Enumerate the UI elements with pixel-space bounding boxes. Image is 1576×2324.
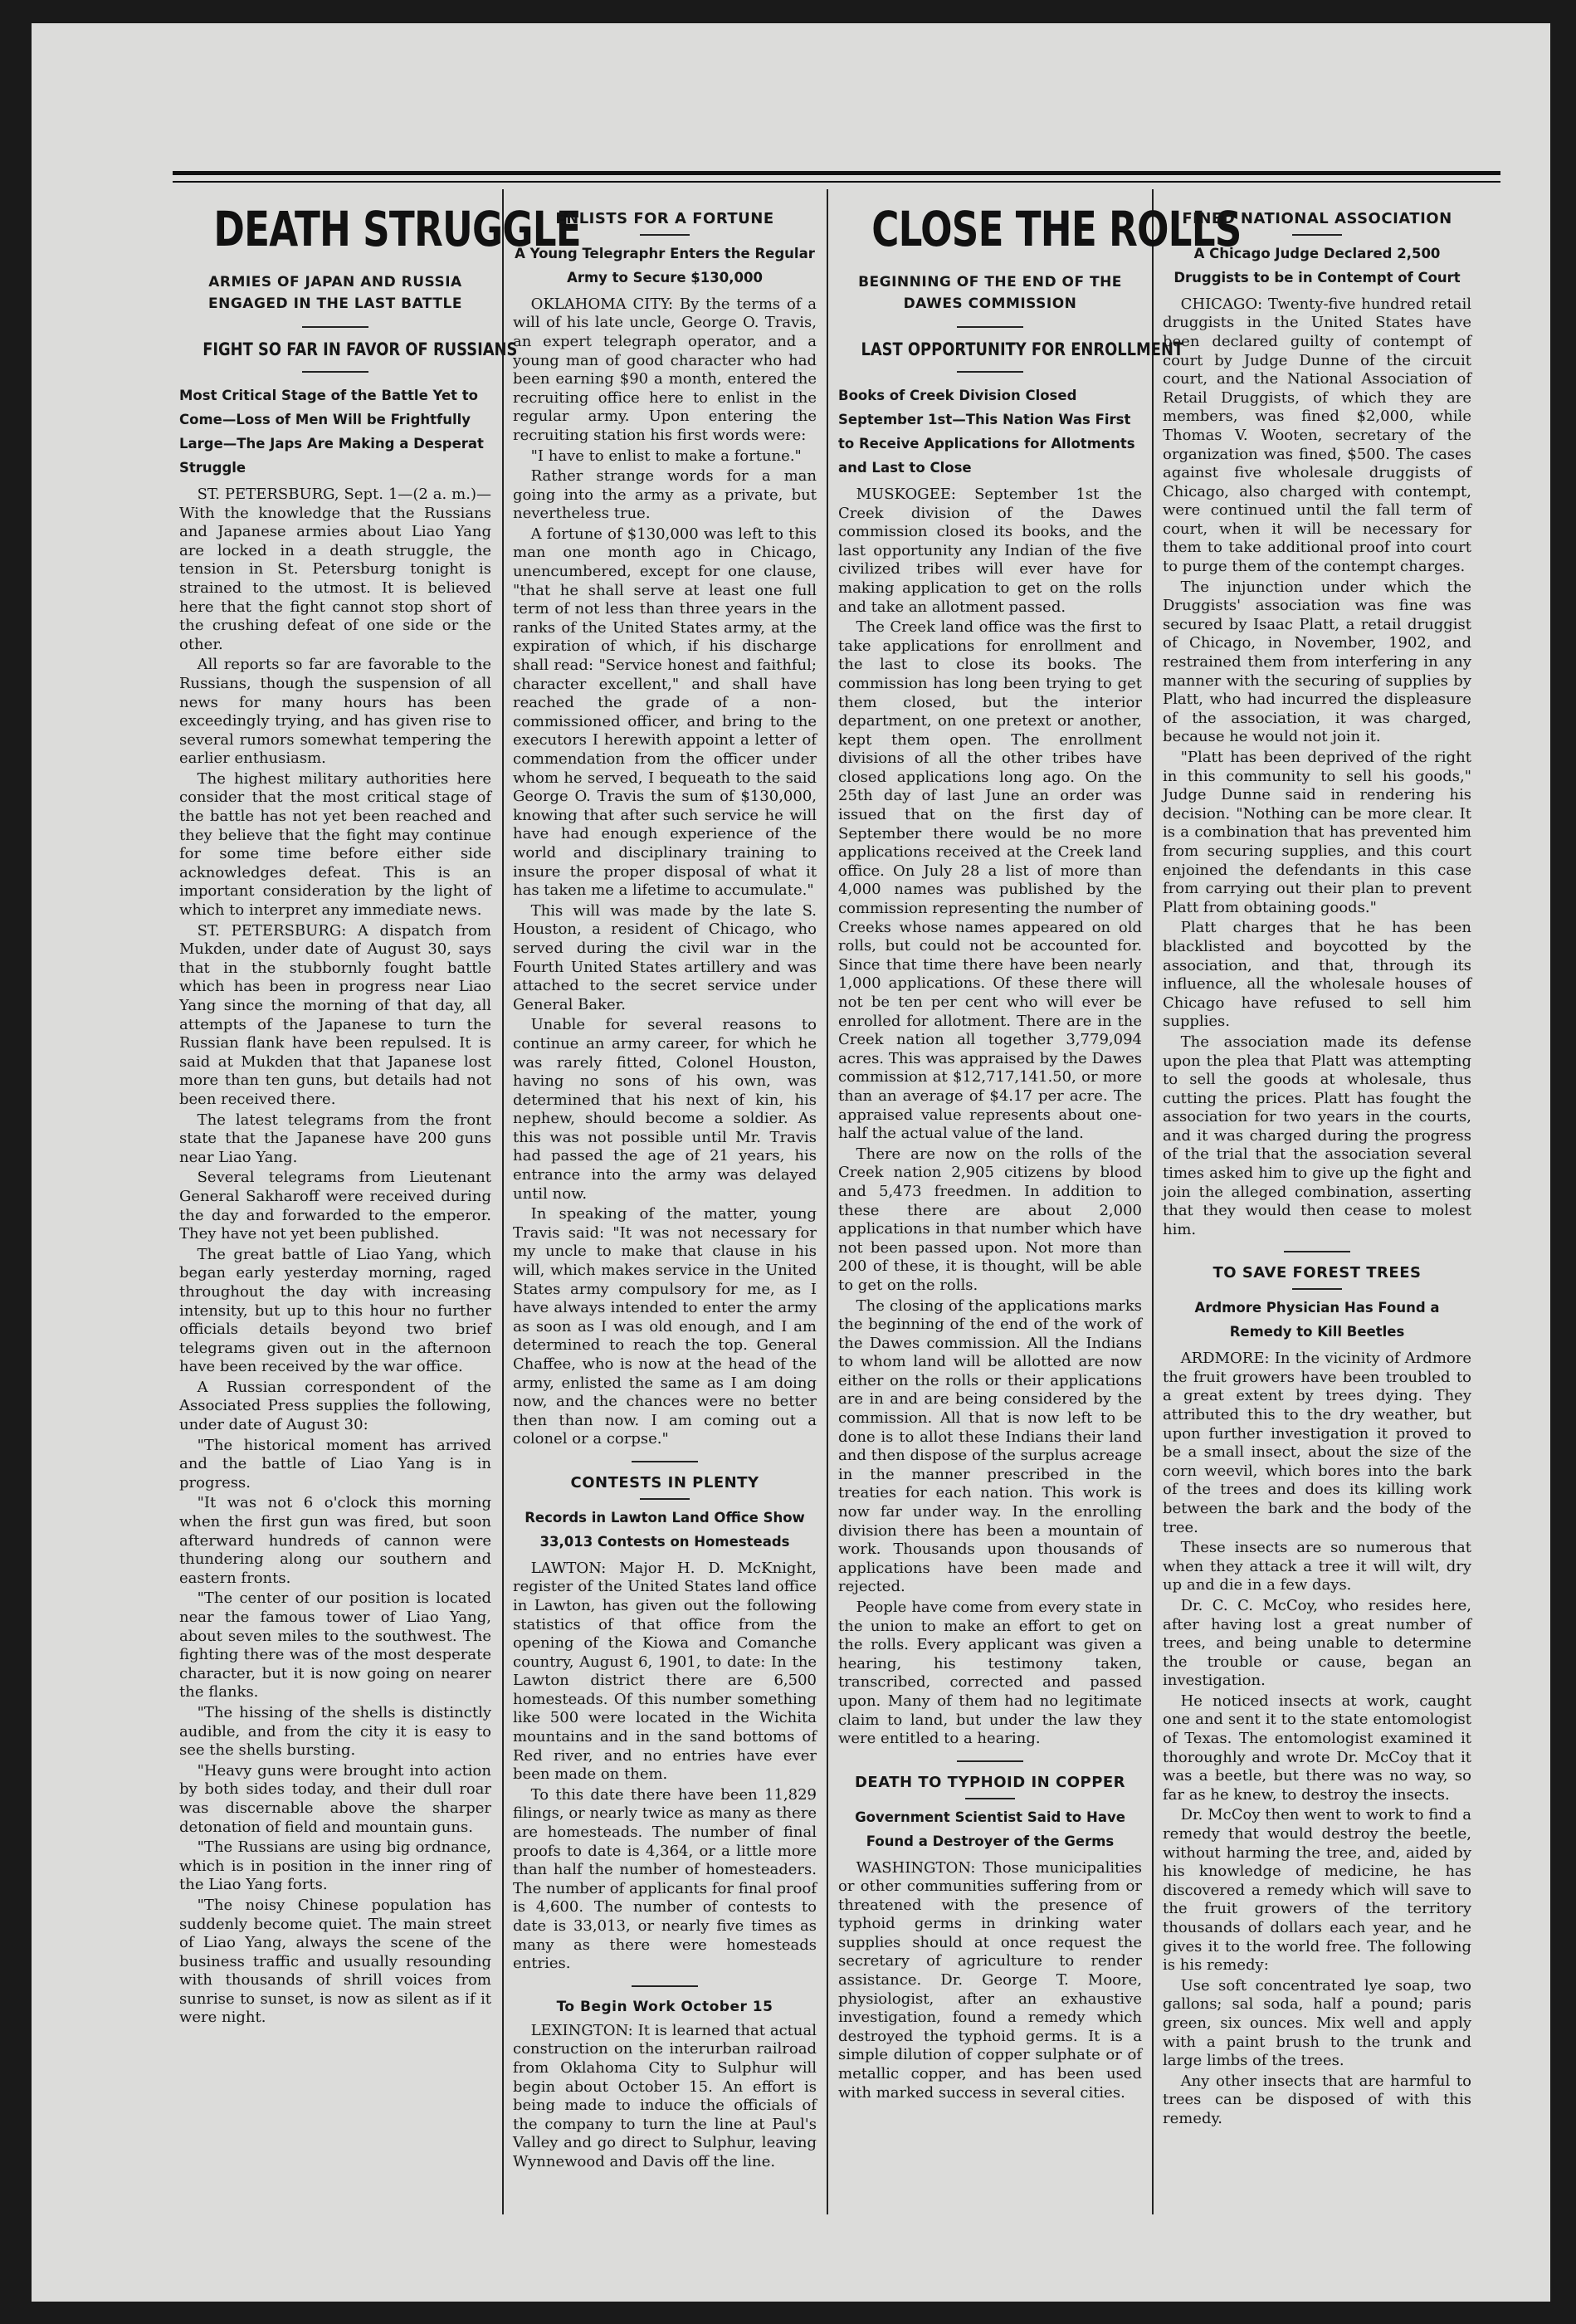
paragraph: Dr. McCoy then went to work to find a remedy that would destroy the beetle, without harming the tree, and, aided by his knowledge of medicine, he has discovered a remedy which will save to the fruit growers of the territory thousands of dollars each year, and he gives it to the world free. The following is his remedy: bbox=[1163, 1806, 1471, 1975]
masthead-rule-thin bbox=[173, 181, 1500, 183]
divider bbox=[957, 326, 1023, 328]
paragraph: The injunction under which the Druggists' association was fine was secured by Isaac Platt, a retail druggist of Chicago, in November, 1902, and restrained them from interfering in any manner with the securing of supplies by Platt, who had incurred the displeasure of the association, it was charged, because he would not join it. bbox=[1163, 578, 1471, 746]
deck: A Young Telegraphr Enters the Regular Army to Secure $130,000 bbox=[515, 246, 815, 286]
headline-typhoid: DEATH TO TYPHOID IN COPPER bbox=[854, 1773, 1126, 1791]
paragraph: OKLAHOMA CITY: By the terms of a will of his late uncle, George O. Travis, an expert telegraph operator, and a young man of good character who had been earning $90 a month, entered the recruiting office here to enlist in the regular army. Upon entering the recruiting station his first words were: bbox=[513, 295, 817, 444]
paragraph: LEXINGTON: It is learned that actual construction on the interurban railroad from Oklahoma City to Sulphur will begin about October 15. An effort is being made to induce the officials of the company to turn the line at Paul's Valley and go direct to Sulphur, leaving Wynnewood and Davis off the line. bbox=[513, 2021, 817, 2170]
subhead: BEGINNING OF THE END OF THE DAWES COMMISSION bbox=[858, 273, 1122, 313]
column-4 bbox=[1163, 193, 1471, 2260]
divider bbox=[632, 1461, 698, 1462]
paragraph: To this date there have been 11,829 filings, or nearly twice as many as there are homesteads. The number of final proofs to date is 4,364, or a little more than half the number of homesteaders. The number of applicants for final proof is 4,600. The number of contests to date is 33,013, or nearly five times as many as there were homesteads entries. bbox=[513, 1785, 817, 1973]
divider bbox=[1292, 1288, 1342, 1290]
paragraph: Rather strange words for a man going into the army as a private, but nevertheless true. bbox=[513, 467, 817, 523]
masthead-rule bbox=[173, 171, 1500, 175]
paragraph: A Russian correspondent of the Associated Press supplies the following, under date of August 30: bbox=[179, 1378, 491, 1434]
divider bbox=[632, 1985, 698, 1987]
deck: Ardmore Physician Has Found a Remedy to Kill Beetles bbox=[1194, 1300, 1440, 1340]
divider bbox=[957, 371, 1023, 373]
column-3 bbox=[838, 193, 1242, 2260]
subhead-secondary: LAST OPPORTUNITY FOR ENROLLMENT bbox=[861, 339, 1184, 360]
paragraph: The closing of the applications marks the beginning of the end of the work of the Dawes commission. All the Indians to whom land will be allotted are now either on the rolls or their applications are in and are being considered by the commission. All that is now left to be done is to allot these Indians their land and then dispose of the surplus acreage in the manner prescribed in the treaties for each nation. This work is now far under way. In the enrolling division there has been a mountain of work. Thousands upon thousands of applications have been made and rejected. bbox=[838, 1296, 1142, 1596]
paragraph: "The hissing of the shells is distinctly audible, and from the city it is easy to see the shells bursting. bbox=[179, 1703, 491, 1760]
headline-enlists: ENLISTS FOR A FORTUNE bbox=[555, 210, 774, 227]
column-rule bbox=[827, 189, 828, 2214]
paragraph: ST. PETERSBURG, Sept. 1—(2 a. m.)—With the knowledge that the Russians and Japanese armies about Liao Yang are locked in a death struggle, the tension in St. Petersburg tonight is strained to the utmost. It is believed here that the fight cannot stop short of the crushing defeat of one side or the other. bbox=[179, 485, 491, 653]
paragraph: CHICAGO: Twenty-five hundred retail druggists in the United States have been declared guilty of contempt of court by Judge Dunne of the circuit court, and the National Association of Retail Druggists, of which they are members, was fined $2,000, while Thomas V. Wooten, secretary of the organization was fined, $500. The cases against five wholesale druggists of Chicago, also charged with contempt, were continued until the fall term of court, when it will be necessary for them to take additional proof into court to purge them of the contempt charges. bbox=[1163, 295, 1471, 576]
column-2 bbox=[513, 193, 817, 2260]
paragraph: The latest telegrams from the front state that the Japanese have 200 guns near Liao Yang. bbox=[179, 1111, 491, 1166]
paragraph: Unable for several reasons to continue an army career, for which he was rarely fitted, Colonel Houston, having no sons of his own, was determined that his next of kin, his nephew, should become a soldier. As this was not possible until Mr. Travis had passed the age of 21 years, his entrance into the army was delayed until now. bbox=[513, 1016, 817, 1203]
paragraph: Dr. C. C. McCoy, who resides here, after having lost a great number of trees, and being unable to determine the trouble or cause, began an investigation. bbox=[1163, 1596, 1471, 1690]
divider bbox=[302, 371, 368, 373]
column-1 bbox=[179, 193, 581, 2260]
paragraph: There are now on the rolls of the Creek nation 2,905 citizens by blood and 5,473 freedmen. In addition to these there are about 2,000 applications in that number which have not been passed upon. Not more than 200 of these, it is thought, will be able to get on the rolls. bbox=[838, 1145, 1142, 1294]
headline-forest-trees: TO SAVE FOREST TREES bbox=[1212, 1264, 1422, 1282]
paragraph: The great battle of Liao Yang, which began early yesterday morning, raged throughout the day with increasing intensity, but up to this hour no further officials details beyond two brief telegrams given out in the afternoon have been received by the war office. bbox=[179, 1245, 491, 1376]
column-rule bbox=[1152, 189, 1154, 2214]
subhead-secondary: FIGHT SO FAR IN FAVOR OF RUSSIANS bbox=[202, 339, 518, 360]
headline-close-the-rolls: CLOSE THE ROLLS bbox=[871, 201, 1242, 257]
paragraph: "The noisy Chinese population has suddenly become quiet. The main street of Liao Yang, always the scene of the business traffic and usually resounding with thousands of shrill voices from sunrise to sunset, is now as silent as if it were night. bbox=[179, 1896, 491, 2027]
deck: Books of Creek Division Closed September 1st—This Nation Was First to Receive Applications for Allotments and Last to Close bbox=[838, 388, 1135, 476]
paragraph: Several telegrams from Lieutenant General Sakharoff were received during the day and forwarded to the emperor. They have not yet been published. bbox=[179, 1169, 491, 1243]
paragraph: In speaking of the matter, young Travis said: "It was not necessary for my uncle to make that clause in his will, which makes service in the United States army compulsory for me, as I have always intended to enter the army as soon as I was old enough, and I am determined to reach the top. General Chaffee, who is now at the head of the army, enlisted the same as I am doing now, and the chances were no better then than now. I am coming out a colonel or a corpse." bbox=[513, 1205, 817, 1448]
paragraph: MUSKOGEE: September 1st the Creek division of the Dawes commission closed its books, and the last opportunity any Indian of the five civilized tribes will ever have for making application to get on the rolls and take an allotment passed. bbox=[838, 485, 1142, 616]
paragraph: People have come from every state in the union to make an effort to get on the rolls. Every applicant was given a hearing, his testimony taken, transcribed, corrected and passed upon. Many of them had no legitimate claim to land, but under the law they were entitled to a hearing. bbox=[838, 1599, 1142, 1748]
paragraph: The Creek land office was the first to take applications for enrollment and the last to close its books. The commission has long been trying to get them closed, but the interior department, on one pretext or another, kept them open. The enrollment divisions of all the other tribes have closed applications long ago. On the 25th day of last June an order was issued that on the first day of September there would be no more applications received at the Creek land office. On July 28 a list of more than 4,000 names was published by the commission representing the number of Creeks whose names appeared on old rolls, but could not be accounted for. Since that time there have been nearly 1,000 applications. Of these there will not be ten per cent who will ever be enrolled for allotment. There are in the Creek nation all together 3,779,094 acres. This was appraised by the Dawes commission at $12,717,141.50, or more than an average of $4.17 per acre. The appraised value represents about one-half the actual value of the land. bbox=[838, 618, 1142, 1143]
paragraph: ARDMORE: In the vicinity of Ardmore the fruit growers have been troubled to a great extent by trees dying. They attributed this to the dry weather, but upon further investigation it proved to be a small insect, about the size of the corn weevil, which bores into the bark of the trees and does its killing work between the bark and the body of the tree. bbox=[1163, 1350, 1471, 1536]
paragraph: "The center of our position is located near the famous tower of Liao Yang, about seven miles to the southwest. The fighting there was of the most desperate character, but it is now going on nearer the flanks. bbox=[179, 1589, 491, 1702]
divider bbox=[302, 326, 368, 328]
paragraph: A fortune of $130,000 was left to this man one month ago in Chicago, unencumbered, except for one clause, "that he shall serve at least one full term of not less than three years in the ranks of the United States army, at the expiration of which, if his discharge shall read: "Service honest and faithful; character excellent," and shall have reached the grade of a non-commissioned officer, and bring to the executors I herewith appoint a letter of commendation from the officer under whom he served, I bequeath to the said George O. Travis the sum of $130,000, knowing that after such service he will have had enough experience of the world and disciplinary training to insure the proper disposal of what it has taken me a lifetime to accumulate." bbox=[513, 525, 817, 900]
deck: Government Scientist Said to Have Found a Destroyer of the Germs bbox=[855, 1809, 1125, 1849]
deck: Most Critical Stage of the Battle Yet to Come—Loss of Men Will be Frightfully Large—The Japs Are Making a Desperat Struggle bbox=[179, 388, 484, 476]
divider bbox=[965, 1798, 1015, 1799]
paragraph: Use soft concentrated lye soap, two gallons; sal soda, half a pound; paris green, six ounces. Mix well and apply with a paint brush to the trunk and large limbs of the trees. bbox=[1163, 1976, 1471, 2070]
divider bbox=[640, 234, 690, 236]
paragraph: "I have to enlist to make a fortune." bbox=[530, 447, 802, 465]
newspaper-page bbox=[32, 23, 1550, 2302]
paragraph: "The historical moment has arrived and the battle of Liao Yang is in progress. bbox=[179, 1436, 491, 1492]
divider bbox=[1284, 1251, 1350, 1252]
paragraph: Any other insects that are harmful to trees can be disposed of with this remedy. bbox=[1163, 2072, 1471, 2127]
headline-contests: CONTESTS IN PLENTY bbox=[570, 1473, 759, 1492]
paragraph: "Heavy guns were brought into action by both sides today, and their dull roar was discernable above the sharper detonation of field and mountain guns. bbox=[179, 1761, 491, 1836]
divider bbox=[640, 1498, 690, 1500]
paragraph: He noticed insects at work, caught one and sent it to the state entomologist of Texas. The entomologist examined it thoroughly and wrote Dr. McCoy that it was a beetle, but there was no way, so far as he knew, to destroy the insects. bbox=[1163, 1692, 1471, 1804]
paragraph: WASHINGTON: Those municipalities or other communities suffering from or threatened with the presence of typhoid germs in drinking water supplies should at once request the secretary of agriculture to render assistance. Dr. George T. Moore, physiologist, after an exhaustive investigation, found a remedy which destroyed the typhoid germs. It is a simple dilution of copper sulphate or of metallic copper, and has been used with marked success in several cities. bbox=[838, 1858, 1142, 2102]
divider bbox=[1292, 234, 1342, 236]
paragraph: Platt charges that he has been blacklisted and boycotted by the association, and that, through its influence, all the wholesale houses of Chicago have refused to sell him supplies. bbox=[1163, 919, 1471, 1031]
paragraph: All reports so far are favorable to the Russians, though the suspension of all news for many hours has been exceedingly trying, and has given rise to several rumors somewhat tempering the earlier enthusiasm. bbox=[179, 656, 491, 768]
deck: Records in Lawton Land Office Show 33,013 Contests on Homesteads bbox=[525, 1509, 805, 1550]
headline-begin-work: To Begin Work October 15 bbox=[556, 1998, 773, 2015]
subhead: ARMIES OF JAPAN AND RUSSIA ENGAGED IN THE LAST BATTLE bbox=[208, 273, 462, 313]
paragraph: These insects are so numerous that when they attack a tree it will wilt, dry up and die in a few days. bbox=[1163, 1539, 1471, 1594]
paragraph: ST. PETERSBURG: A dispatch from Mukden, under date of August 30, says that in the stubbornly fought battle which has been in progress near Liao Yang since the morning of that day, all attempts of the Japanese to turn the Russian flank have been repulsed. It is said at Mukden that that Japanese lost more than ten guns, but details had not been received there. bbox=[179, 921, 491, 1108]
divider bbox=[957, 1760, 1023, 1762]
headline-fined: FINED NATIONAL ASSOCIATION bbox=[1182, 210, 1452, 227]
paragraph: LAWTON: Major H. D. McKnight, register of the United States land office in Lawton, has given out the following statistics of that office from the opening of the Kiowa and Comanche country, August 6, 1901, to date: In the Lawton district there are 6,500 homesteads. Of this number something like 500 were located in the Wichita mountains and in the sand bottoms of Red river, and no entries have ever been made on them. bbox=[513, 1559, 817, 1784]
paragraph: "The Russians are using big ordnance, which is in position in the inner ring of the Liao Yang forts. bbox=[179, 1838, 491, 1894]
deck: A Chicago Judge Declared 2,500 Druggists to be in Contempt of Court bbox=[1173, 246, 1461, 286]
paragraph: The highest military authorities here consider that the most critical stage of the battle has not yet been reached and they believe that the fight may continue for some time before either side acknowledges defeat. This is an important consideration by the light of which to interpret any immediate news. bbox=[179, 769, 491, 920]
column-rule bbox=[502, 189, 504, 2214]
paragraph: This will was made by the late S. Houston, a resident of Chicago, who served during the civil war in the Fourth United States artillery and was attached to the secret service under General Baker. bbox=[513, 901, 817, 1013]
paragraph: "Platt has been deprived of the right in this community to sell his goods," Judge Dunne said in rendering his decision. "Nothing can be more clear. It is a combination that has prevented him from securing supplies, and this court enjoined the defendants in this case from carrying out their plan to prevent Platt from obtaining goods." bbox=[1163, 749, 1471, 916]
paragraph: The association made its defense upon the plea that Platt was attempting to sell the goods at wholesale, thus cutting the prices. Platt has fought the association for two years in the courts, and it was charged during the progress of the trial that the association several times asked him to give up the fight and join the alleged combination, asserting that they would then cease to molest him. bbox=[1163, 1033, 1471, 1238]
paragraph: "It was not 6 o'clock this morning when the first gun was fired, but soon afterward hundreds of cannon were thundering along our southern and eastern fronts. bbox=[179, 1494, 491, 1587]
headline-death-struggle: DEATH STRUGGLE bbox=[213, 201, 581, 257]
